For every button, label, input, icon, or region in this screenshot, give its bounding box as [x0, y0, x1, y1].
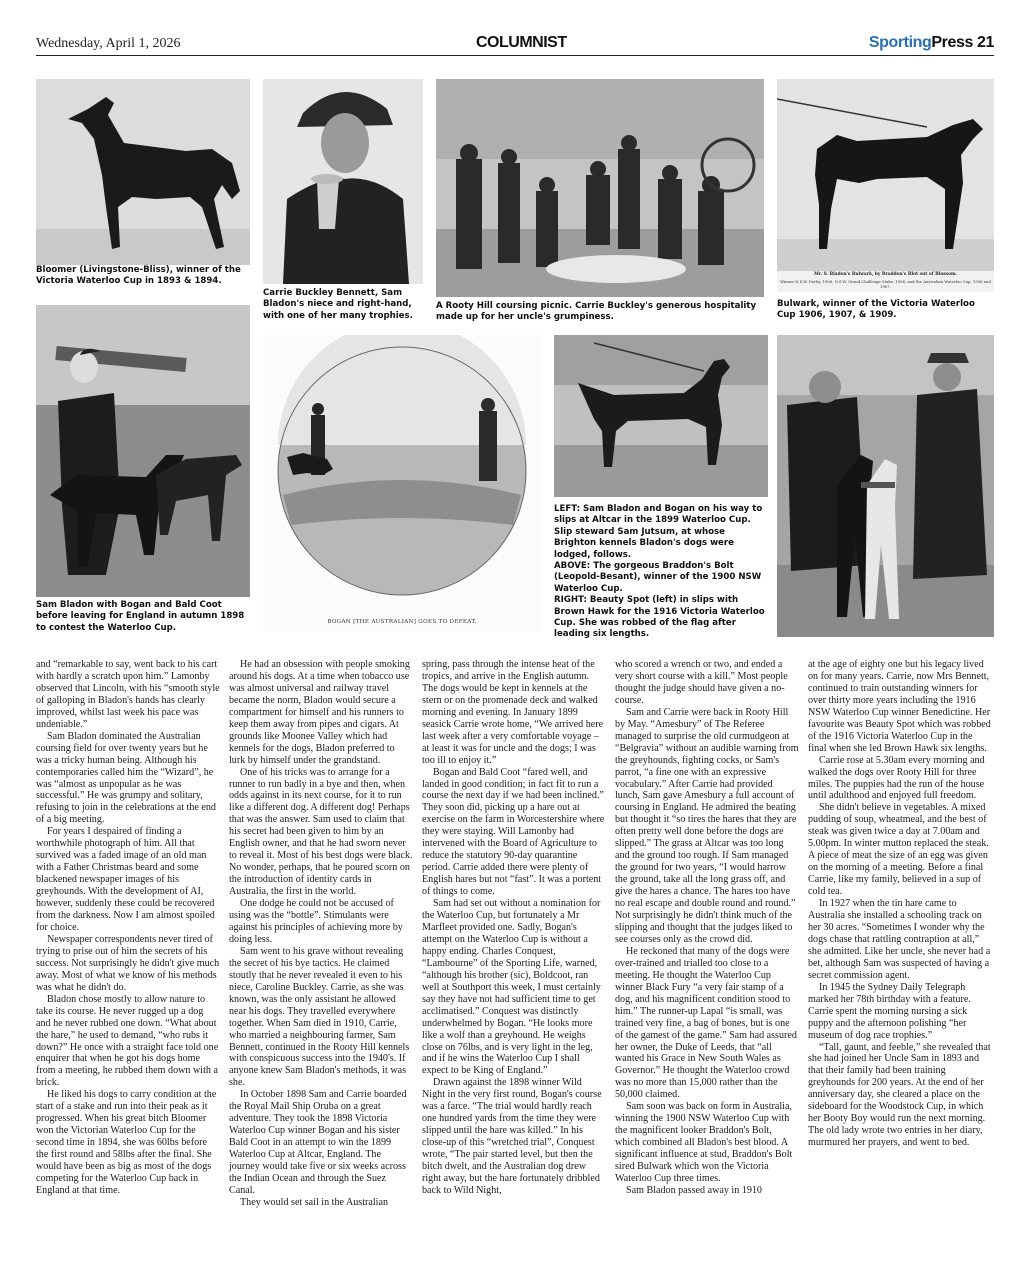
- paragraph: He had an obsession with people smoking around his dogs. At a time when tobacco use was almost universal and railway travel became the norm, Bladon would secure a compartment for himself and his runners to keep them away from pipes and cigars. At grounds like Moonee Valley which had kennels for the dogs, Bladon preferred to lurk by himself under the grandstand.: [229, 659, 410, 766]
- caption-sam-bogan: Sam Bladon with Bogan and Bald Coot before leaving for England in autumn 1898 to contest the Waterloo Cup.: [36, 600, 245, 633]
- page-number: 21: [977, 34, 994, 51]
- article-column-3: [422, 659, 606, 1197]
- paragraph: Sam Bladon dominated the Australian coursing field for over twenty years but he was a tricky human being. Although his contemporaries called him the “Wizard”, he was “almost as unpopular as he was successful.” He was grumpy and solitary, refusing to join in the celebrations at the end of a big meeting.: [36, 730, 216, 826]
- caption-combo-above: ABOVE: The gorgeous Braddon's Bolt (Leopold-Besant), winner of the 1900 NSW Waterloo Cup.: [554, 561, 762, 594]
- masthead-brand: [869, 34, 994, 52]
- article-column-1: [36, 659, 220, 1197]
- photo-bogan-altcar: [263, 335, 541, 632]
- paragraph: Carrie rose at 5.30am every morning and walked the dogs over Rooty Hill for three miles. The puppies had the run of the house until adulthood and enjoyed full freedom.: [808, 754, 985, 802]
- paragraph: Sam and Carrie were back in Rooty Hill by May. “Amesbury” of The Referee managed to surprise the old curmudgeon at “Belgravia” without an audible warning from the greyhounds, fighting cocks, or Sam's parrot, “a fine one with an expressive vocabulary.” After Carrie had provided lunch, Sam gave Amesbury a full account of coursing in England. He admired the beating but thought it “so tires the hares that they are often pretty well done before the dogs are slipped.” The grass at Altcar was too long and the ground too rough. If Sam managed the ground for two years, “I would harrow the ground, take all the long grass off, and give the hares a chance. The hares too have no real escape and double round and round.” Not surprisingly he didn't think much of the slipping and thought that the judges liked to see courses only as the crowd did.: [615, 706, 799, 945]
- article-body: [36, 659, 996, 1259]
- brand-sporting: Sporting: [868, 34, 932, 51]
- paragraph: One dodge he could not be accused of using was the “bottle”. Stimulants were against his principles of achieving more by doing less.: [229, 898, 403, 945]
- caption-bloomer: Bloomer (Livingstone-Bliss), winner of the Victoria Waterloo Cup in 1893 & 1894.: [36, 265, 241, 287]
- article-column-4: [615, 659, 799, 1197]
- paragraph: They would set sail in the Australian: [240, 1196, 389, 1208]
- article-column-2: [229, 659, 413, 1209]
- paragraph: who scored a wrench or two, and ended a very short course with a kill.” Most people thought the judge should have given a no-course.: [615, 659, 788, 706]
- article-column-5: [808, 659, 992, 1149]
- paragraph: In 1927 when the tin hare came to Australia she installed a schooling track on her 30 acres. “Sometimes I wonder why the dogs chase that rattling contraption at all,” she admitted. Like her uncle, she never had a bet, although Sam was suspected of having a secret commission agent.: [808, 898, 991, 981]
- paragraph: He reckoned that many of the dogs were over-trained and trialled too close to a meeting. He thought the Waterloo Cup winner Black Fury “a very fair stamp of a dog, and his magnificent condition stood to him.” The runner-up Lapal “is small, was trained very fine, a bag of bones, but is one of the gamest of the game.” Sam had assured her owner, the Duke of Leeds, that “all wanted his Grace in New South Wales as Governor.” He thought the Waterloo crowd was no more than 15,000 rather than the 50,000 claimed.: [615, 945, 797, 1101]
- paragraph: Drawn against the 1898 winner Wild Night in the very first round, Bogan's course was a farce. “The trial would hardly reach one hundred yards from the time they were slipped until the hare was killed.” In his close-up of this “wretched trial”, Conquest wrote, “The pair started level, but then the bitch dwelt, and the Australian dog drew right away, but the hare fortunately dribbled back to Wild Night,: [422, 1077, 602, 1196]
- photo-sam-bogan: [36, 305, 250, 597]
- caption-picnic: A Rooty Hill coursing picnic. Carrie Buckley's generous hospitality made up for her uncle's grumpiness.: [436, 301, 757, 323]
- photo-carrie: [263, 79, 423, 284]
- paragraph: One of his tricks was to arrange for a runner to run badly in a bye and then, when odds against in its next course, for it to run like a different dog. A different dog! Perhaps that was the answer. Sam used to claim that his secret had been given to him by an English owner, and that he had sworn never to reveal it. Most of his best dogs were black. No wonder, perhaps, that he poured scorn on the introduction of identity cards in Australia, the first in the world.: [229, 766, 413, 898]
- paragraph: In October 1898 Sam and Carrie boarded the Royal Mail Ship Oruba on a great adventure. They took the 1898 Victoria Waterloo Cup winner Bogan and his sister Bald Coot in an attempt to win the 1899 Waterloo Cup at Altcar, England. The journey would take five or six weeks across the Indian Ocean and through the Suez Canal.: [229, 1089, 407, 1196]
- caption-carrie: Carrie Buckley Bennett, Sam Bladon's niece and right-hand, with one of her many trophies.: [263, 288, 413, 321]
- paragraph: Newspaper correspondents never tired of trying to prise out of him the secrets of his success. Not surprisingly he didn't give much away. Most of what we know of his methods was what he didn't do.: [36, 933, 220, 993]
- caption-bulwark: Bulwark, winner of the Victoria Waterloo Cup 1906, 1907, & 1909.: [777, 299, 975, 321]
- paragraph: and “remarkable to say, went back to his cart with hardly a scratch upon him.” Lamonby observed that Lincoln, with his “smooth style of galloping in Bladon's hands has clearly improved, whilst last week his pace was undeniable.”: [36, 659, 220, 730]
- photo-bulwark: [777, 79, 994, 292]
- paragraph: Bladon chose mostly to allow nature to take its course. He never rugged up a dog and he never rubbed one down. “What about the hare,” he used to demand, “who rubs it down?” He once with a straight face told one enquirer that when he got his dogs home from a meeting, he rubbed them down with a brick.: [36, 993, 219, 1089]
- paragraph: For years I despaired of finding a worthwhile photograph of him. All that survived was a faded image of an old man with a Father Christmas beard and some blackened newspaper images of his greyhounds. With the development of AI, however, suddenly these could be recovered from the darkness. Now I am almost spoiled for choice.: [36, 826, 215, 933]
- bulwark-inset-title: Mr. S. Bladon's Bulwark, by Braddon's Blot out of Blossom.: [813, 272, 957, 277]
- paragraph: Sam went to his grave without revealing the secret of his bye tactics. He claimed stoutly that he never revealed it even to his niece, Caroline Buckley. Carrie, as she was known, was the only assistant he allowed near his dogs. They travelled everywhere together. When Sam died in 1910, Carrie, who married a neighbouring farmer, Sam Bennett, continued in the Rooty Hill kennels with conspicuous success into the 1940's. If anyone knew Sam Bladon's methods, it was she.: [229, 945, 410, 1089]
- paragraph: Bogan and Bald Coot “fared well, and landed in good condition; in fact fit to run a course the next day if we had been inclined.” They soon did, picking up a hare out at exercise on the farm in Worcestershire where they were staying. Will Lamonby had intervened with the Board of Agriculture to reduce the statutory 90-day quarantine period. Carrie added there were plenty of English hares but not “fast”. It was a portent of things to come.: [422, 766, 605, 898]
- caption-combo: [554, 504, 768, 641]
- bulwark-inset-subtitle: Winner N.S.W. Derby, 1906, N.S.W. Grand Challenge Stake, 1906, and the Australian Waterloo Cup, 1906 and 1907.: [780, 279, 991, 289]
- paragraph: He liked his dogs to carry condition at the start of a stake and run into their peak as it progressed. When his great bitch Bloomer won the Victorian Waterloo Cup for the second time in 1894, she was 60lbs before the first round and 58lbs after the final. She would have been as big as most of the dogs competing for the Waterloo Cup back in England at that time.: [36, 1089, 217, 1196]
- page-header: [36, 34, 994, 56]
- paragraph: Sam had set out without a nomination for the Waterloo Cup, but fortunately a Mr Marfleet provided one. Sadly, Bogan's attempt on the Waterloo Cup is without a happy ending. Charles Conquest, “Lambourne” of the Sporting Life, warned, “although his brother (sic), Boldcoot, ran well at Southport this week, I must certainly say they have not had sufficient time to get acclimatised.” Conquest was distinctly underwhelmed by Bogan. “He looks more like a wolf than a greyhound. He weighs close on 76lbs, and is very light in the leg, and if he wins the Waterloo Cup I shall expect to be King of England.”: [422, 898, 601, 1077]
- paragraph: “Tall, gaunt, and feeble,” she revealed that she had joined her Uncle Sam in 1893 and that their family had been training greyhounds for 200 years. At the end of her anniversary day, she cleared a place on the sideboard for the Woodstock Cup, in which her Booty Boy would run the next morning. The old lady wrote two entries in her diary, murmured her prayers, and went to bed.: [808, 1041, 991, 1149]
- issue-date: Wednesday, April 1, 2026: [36, 36, 181, 51]
- paragraph: Sam Bladon passed away in 1910: [626, 1184, 762, 1196]
- section-title: COLUMNIST: [476, 34, 567, 51]
- caption-combo-right: RIGHT: Beauty Spot (left) in slips with Brown Hawk for the 1916 Victoria Waterloo Cup. She was robbed of the flag after leading six lengths.: [554, 595, 765, 640]
- paragraph: She didn't believe in vegetables. A mixed pudding of soup, wheatmeal, and the best of steak was given twice a day at 7.00am and 5.00pm. In winter mutton replaced the steak. A piece of meat the size of an egg was given on the morning of a meeting. Before a final Carrie, like my family, believed in a sup of cold tea.: [808, 802, 989, 898]
- caption-combo-left: LEFT: Sam Bladon and Bogan on his way to slips at Altcar in the 1899 Waterloo Cup. Slip steward Sam Jutsum, at whose Brighton kennels Bladon's dogs were lodged, follows.: [554, 504, 763, 560]
- photo-beauty-spot: [777, 335, 994, 637]
- paragraph: spring, pass through the intense heat of the tropics, and arrive in the English autumn. The dogs would be kept in kennels at the stern or on the promenade deck and walked morning and evening. In January 1899 seasick Carrie wrote home, “We arrived here last week after a very comfortable voyage – at least it was for uncle and the dogs; I was too ill to enjoy it.”: [422, 659, 604, 766]
- paragraph: Sam soon was back on form in Australia, winning the 1900 NSW Waterloo Cup with the magnificent looker Braddon's Bolt, which combined all Bladon's best blood. A significant influence at stud, Braddon's Bolt sired Bulwark which won the Victoria Waterloo Cup three times.: [615, 1101, 793, 1184]
- paragraph: at the age of eighty one but his legacy lived on for many years. Carrie, now Mrs Bennett, continued to train outstanding winners for over thirty more years including the 1916 NSW Waterloo Cup winner Benedictine. Her favourite was Beauty Spot which was robbed of the 1916 Victoria Waterloo Cup in the final when she led Brown Hawk six lengths.: [808, 659, 991, 754]
- photo-bloomer: [36, 79, 250, 265]
- bogan-inset-caption: BOGAN [THE AUSTRALIAN] GOES TO DEFEAT.: [327, 619, 477, 625]
- photo-picnic: [436, 79, 764, 297]
- paragraph: In 1945 the Sydney Daily Telegraph marked her 78th birthday with a feature. Carrie spent the morning nursing a sick puppy and the afternoon polishing “her museum of dog race trophies.”: [808, 981, 971, 1041]
- photo-braddons-bolt: [554, 335, 768, 497]
- brand-press: Press: [931, 34, 973, 51]
